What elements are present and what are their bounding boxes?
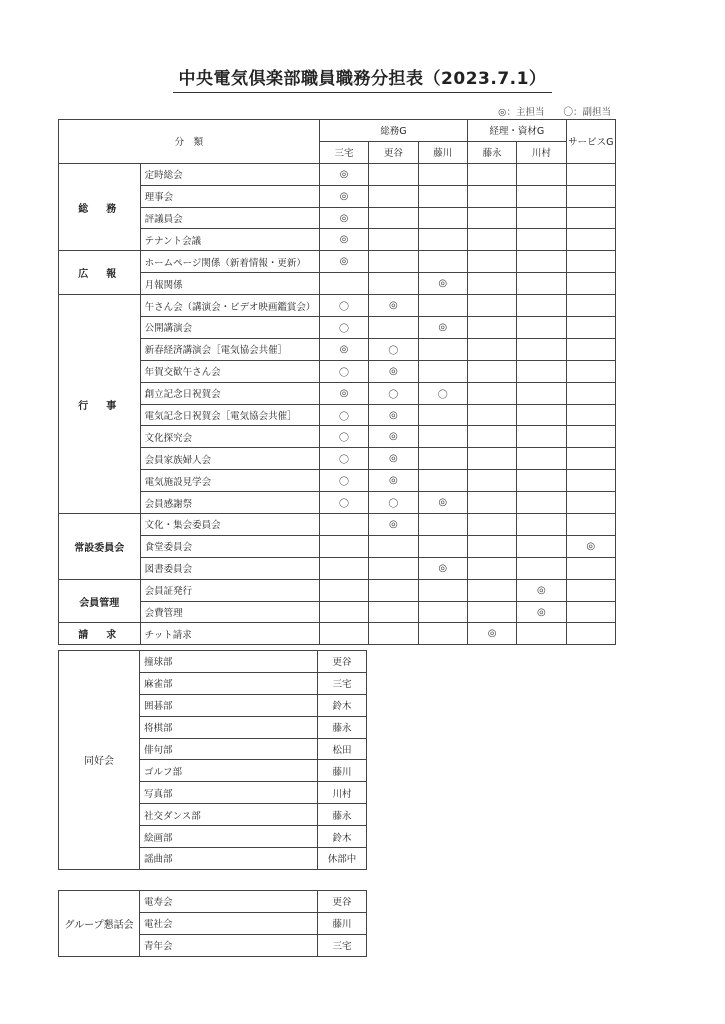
table-row [59, 185, 616, 207]
assignment-mark [467, 382, 516, 404]
section-label: 常設委員会 [59, 514, 141, 580]
duty-item: 会員感謝祭 [140, 492, 319, 514]
assignment-mark [566, 317, 615, 339]
group-meeting-table [58, 890, 367, 957]
assignment-mark [517, 470, 566, 492]
assignment-mark [418, 207, 467, 229]
table-row [59, 514, 616, 536]
assignment-mark [467, 317, 516, 339]
assignment-mark [369, 251, 418, 273]
assignment-mark [517, 623, 566, 645]
assignment-mark: 〇 [319, 404, 368, 426]
table-row [59, 382, 616, 404]
assignment-mark [467, 251, 516, 273]
assignment-mark [369, 229, 418, 251]
header-category: 分 類 [59, 120, 320, 164]
duty-item: テナント会議 [140, 229, 319, 251]
header-group-service: サービスG [566, 120, 615, 164]
assignment-mark [418, 229, 467, 251]
assignment-mark [418, 251, 467, 273]
assignment-mark [319, 579, 368, 601]
table-row [59, 535, 616, 557]
legend [482, 104, 611, 118]
assignment-mark: ◎ [319, 338, 368, 360]
assignment-mark [369, 579, 418, 601]
assignment-mark [517, 360, 566, 382]
assignment-mark [467, 601, 516, 623]
assignment-mark [566, 251, 615, 273]
club-table [58, 650, 367, 870]
assignment-mark [467, 360, 516, 382]
assignment-mark [566, 360, 615, 382]
assignment-mark: ◎ [319, 207, 368, 229]
assignment-mark: ◎ [418, 492, 467, 514]
clubs-name: 社交ダンス部 [140, 804, 318, 826]
assignment-mark [319, 623, 368, 645]
assignment-mark: ◎ [369, 360, 418, 382]
assignment-mark: 〇 [319, 426, 368, 448]
duty-item: 年賀交歓午さん会 [140, 360, 319, 382]
assignment-mark [369, 601, 418, 623]
assignment-mark: 〇 [369, 382, 418, 404]
assignment-mark [418, 535, 467, 557]
section-label: 総 務 [59, 163, 141, 251]
assignment-mark [517, 404, 566, 426]
assignment-mark: 〇 [369, 492, 418, 514]
assignment-mark: 〇 [319, 295, 368, 317]
duty-item: 文化探究会 [140, 426, 319, 448]
assignment-mark: ◎ [467, 623, 516, 645]
assignment-mark [517, 448, 566, 470]
assignment-mark [418, 404, 467, 426]
table-row [59, 579, 616, 601]
assignment-mark [418, 514, 467, 536]
title-text: 中央電気倶楽部職員職務分担表（2023.7.1） [173, 64, 553, 93]
assignment-mark [566, 448, 615, 470]
assignment-mark [566, 492, 615, 514]
assignment-mark [517, 229, 566, 251]
assignment-mark [418, 295, 467, 317]
assignment-mark [418, 470, 467, 492]
assignment-mark [566, 338, 615, 360]
duty-item: 月報関係 [140, 273, 319, 295]
legend-sub: 〇：副担当 [563, 107, 611, 118]
clubs-name: 謡曲部 [140, 848, 318, 870]
clubs-name: 撞球部 [140, 651, 318, 673]
header-member: 藤川 [418, 141, 467, 163]
assignment-mark [467, 557, 516, 579]
assignment-mark [467, 229, 516, 251]
assignment-mark: ◎ [566, 535, 615, 557]
assignment-mark: ◎ [319, 382, 368, 404]
assignment-mark [369, 317, 418, 339]
assignment-mark [467, 273, 516, 295]
assignment-mark: ◎ [319, 163, 368, 185]
group_meetings-label: グループ懇話会 [59, 891, 140, 957]
clubs-person: 休部中 [318, 848, 367, 870]
assignment-mark [566, 601, 615, 623]
header-member: 藤永 [467, 141, 516, 163]
table-row [59, 163, 616, 185]
section-label: 会員管理 [59, 579, 141, 623]
assignment-mark [467, 404, 516, 426]
assignment-mark: 〇 [369, 338, 418, 360]
assignment-mark [517, 514, 566, 536]
assignment-mark [319, 557, 368, 579]
table-row [59, 207, 616, 229]
duty-item: 食堂委員会 [140, 535, 319, 557]
table-row [59, 623, 616, 645]
assignment-mark [566, 163, 615, 185]
assignment-mark: ◎ [517, 601, 566, 623]
duty-item: 電気記念日祝賀会［電気協会共催］ [140, 404, 319, 426]
assignment-mark [467, 185, 516, 207]
assignment-mark [566, 382, 615, 404]
assignment-mark: ◎ [369, 404, 418, 426]
assignment-mark [566, 207, 615, 229]
assignment-mark: ◎ [369, 514, 418, 536]
assignment-mark [418, 360, 467, 382]
assignment-mark [369, 163, 418, 185]
table-row [59, 295, 616, 317]
assignment-mark [566, 273, 615, 295]
assignment-mark [566, 623, 615, 645]
duty-item: 新春経済講演会［電気協会共催］ [140, 338, 319, 360]
assignment-mark [467, 492, 516, 514]
assignment-mark [369, 185, 418, 207]
table-row [59, 448, 616, 470]
assignment-mark [566, 229, 615, 251]
header-group-keiri: 経理・資材G [467, 120, 566, 142]
clubs-name: 写真部 [140, 782, 318, 804]
assignment-mark [517, 273, 566, 295]
assignment-mark [566, 470, 615, 492]
legend-main: ◎：主担当 [498, 107, 545, 118]
assignment-mark: 〇 [319, 470, 368, 492]
duty-item: 図書委員会 [140, 557, 319, 579]
assignment-mark [418, 601, 467, 623]
assignment-mark [517, 557, 566, 579]
assignment-mark: ◎ [319, 229, 368, 251]
clubs-person: 藤川 [318, 760, 367, 782]
assignment-mark [517, 535, 566, 557]
duty-item: 会員証発行 [140, 579, 319, 601]
assignment-mark [418, 338, 467, 360]
assignment-mark [566, 295, 615, 317]
assignment-mark [566, 185, 615, 207]
assignment-mark: 〇 [319, 360, 368, 382]
duty-item: 創立記念日祝賀会 [140, 382, 319, 404]
assignment-mark [467, 448, 516, 470]
assignment-mark [517, 382, 566, 404]
assignment-mark [418, 448, 467, 470]
assignment-mark [517, 207, 566, 229]
duty-item: 理事会 [140, 185, 319, 207]
clubs-person: 鈴木 [318, 694, 367, 716]
duty-item: 電気施設見学会 [140, 470, 319, 492]
clubs-person: 三宅 [318, 672, 367, 694]
assignment-mark: ◎ [369, 470, 418, 492]
assignment-mark [369, 535, 418, 557]
clubs-name: 麻雀部 [140, 672, 318, 694]
assignment-mark [319, 535, 368, 557]
assignment-mark [517, 295, 566, 317]
assignment-mark: ◎ [418, 317, 467, 339]
group_meetings-name: 青年会 [140, 934, 318, 956]
duty-item: 評議員会 [140, 207, 319, 229]
clubs-name: 俳句部 [140, 738, 318, 760]
clubs-person: 松田 [318, 738, 367, 760]
assignment-mark: 〇 [319, 317, 368, 339]
table-row [59, 891, 367, 913]
group_meetings-name: 電寿会 [140, 891, 318, 913]
clubs-person: 川村 [318, 782, 367, 804]
duty-table [58, 119, 616, 645]
assignment-mark: ◎ [369, 448, 418, 470]
group_meetings-person: 藤川 [318, 912, 367, 934]
assignment-mark [566, 514, 615, 536]
table-row [59, 601, 616, 623]
clubs-name: 将棋部 [140, 716, 318, 738]
clubs-name: ゴルフ部 [140, 760, 318, 782]
header-group-soumu: 総務G [319, 120, 467, 142]
assignment-mark [369, 207, 418, 229]
assignment-mark [467, 338, 516, 360]
duty-item: ホームページ関係（新着情報・更新） [140, 251, 319, 273]
assignment-mark [319, 601, 368, 623]
table-row [59, 651, 367, 673]
table-row [59, 229, 616, 251]
clubs-name: 囲碁部 [140, 694, 318, 716]
assignment-mark: ◎ [517, 579, 566, 601]
assignment-mark [517, 338, 566, 360]
duty-item: 会員家族婦人会 [140, 448, 319, 470]
duty-item: チット請求 [140, 623, 319, 645]
duty-item: 午さん会（講演会・ビデオ映画鑑賞会） [140, 295, 319, 317]
assignment-mark [467, 163, 516, 185]
assignment-mark [319, 514, 368, 536]
table-row [59, 470, 616, 492]
group_meetings-name: 電社会 [140, 912, 318, 934]
assignment-mark [369, 557, 418, 579]
clubs-person: 更谷 [318, 651, 367, 673]
section-label: 広 報 [59, 251, 141, 295]
duty-item: 会費管理 [140, 601, 319, 623]
clubs-name: 絵画部 [140, 826, 318, 848]
table-row [59, 360, 616, 382]
assignment-mark [418, 623, 467, 645]
duty-item: 公開講演会 [140, 317, 319, 339]
assignment-mark [467, 426, 516, 448]
section-label: 請 求 [59, 623, 141, 645]
assignment-mark [467, 579, 516, 601]
header-member: 更谷 [369, 141, 418, 163]
assignment-mark: ◎ [369, 426, 418, 448]
assignment-mark [467, 295, 516, 317]
assignment-mark [418, 426, 467, 448]
assignment-mark: 〇 [319, 492, 368, 514]
page-title [0, 64, 725, 93]
assignment-mark: ◎ [319, 251, 368, 273]
table-row [59, 404, 616, 426]
table-row [59, 426, 616, 448]
table-row [59, 557, 616, 579]
assignment-mark [418, 163, 467, 185]
assignment-mark [467, 470, 516, 492]
assignment-mark: 〇 [319, 448, 368, 470]
assignment-mark [467, 514, 516, 536]
table-row [59, 273, 616, 295]
assignment-mark [566, 404, 615, 426]
assignment-mark [517, 251, 566, 273]
assignment-mark [369, 623, 418, 645]
assignment-mark [418, 185, 467, 207]
assignment-mark [517, 492, 566, 514]
clubs-person: 藤永 [318, 716, 367, 738]
assignment-mark: ◎ [418, 273, 467, 295]
assignment-mark [566, 579, 615, 601]
clubs-label: 同好会 [59, 651, 140, 870]
assignment-mark [418, 579, 467, 601]
duty-item: 定時総会 [140, 163, 319, 185]
assignment-mark [566, 426, 615, 448]
group_meetings-person: 三宅 [318, 934, 367, 956]
table-row [59, 492, 616, 514]
assignment-mark [517, 185, 566, 207]
assignment-mark [467, 535, 516, 557]
table-row [59, 317, 616, 339]
assignment-mark [319, 273, 368, 295]
assignment-mark [467, 207, 516, 229]
group_meetings-person: 更谷 [318, 891, 367, 913]
assignment-mark [566, 557, 615, 579]
assignment-mark: ◎ [418, 557, 467, 579]
section-label: 行 事 [59, 295, 141, 514]
assignment-mark [517, 426, 566, 448]
assignment-mark [369, 273, 418, 295]
clubs-person: 鈴木 [318, 826, 367, 848]
assignment-mark: 〇 [418, 382, 467, 404]
table-row [59, 338, 616, 360]
header-member: 三宅 [319, 141, 368, 163]
assignment-mark [517, 163, 566, 185]
clubs-person: 藤永 [318, 804, 367, 826]
header-member: 川村 [517, 141, 566, 163]
assignment-mark: ◎ [319, 185, 368, 207]
assignment-mark [517, 317, 566, 339]
assignment-mark: ◎ [369, 295, 418, 317]
table-row [59, 251, 616, 273]
duty-item: 文化・集会委員会 [140, 514, 319, 536]
